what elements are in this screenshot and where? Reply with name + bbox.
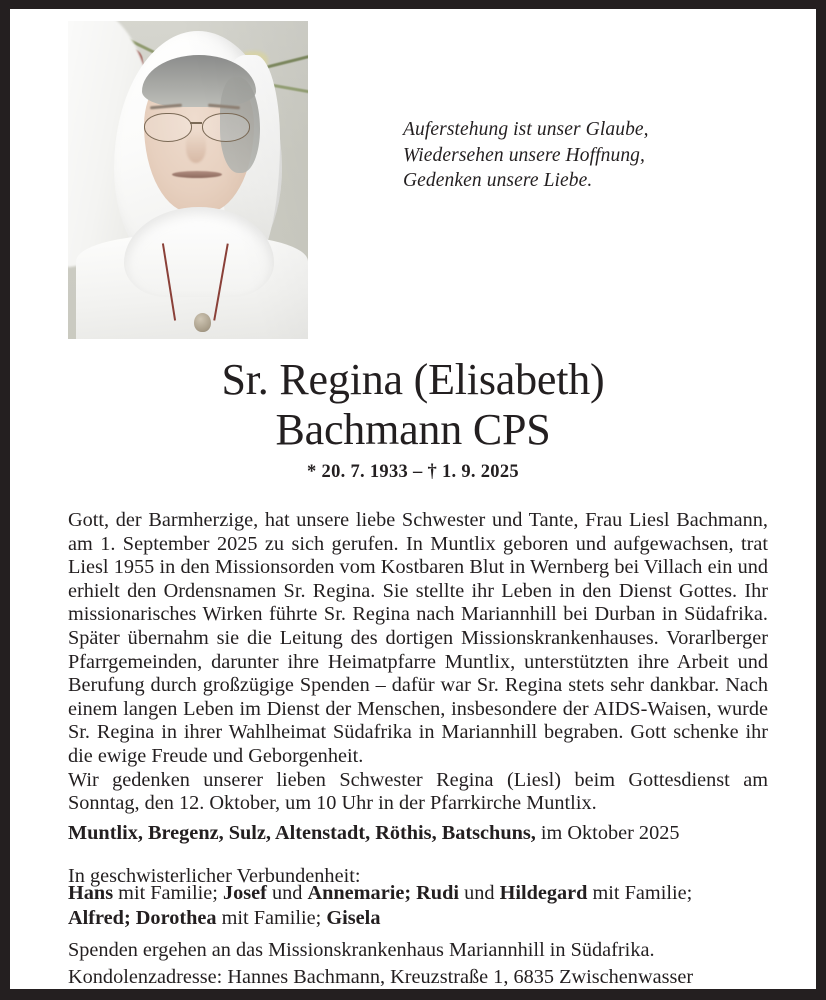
condolence-address-line: Kondolenzadresse: Hannes Bachmann, Kreuzstraße 1, 6835 Zwischenwasser xyxy=(68,965,694,988)
donations-line: Spenden ergehen an das Missionskrankenhaus Mariannhill in Südafrika. xyxy=(68,939,655,961)
portrait-photo xyxy=(68,21,308,339)
obituary-paragraph-2: Wir gedenken unserer lieben Schwester Regina (Liesl) beim Gottesdienst am Sonntag, den 12. Oktober, um 10 Uhr in der Pfarrkirche Muntlix. xyxy=(68,768,768,815)
notice-footer xyxy=(68,937,780,989)
obituary-body xyxy=(68,509,768,816)
deceased-name-block xyxy=(20,355,806,483)
family-names xyxy=(68,881,780,930)
obituary-paragraph-1: Gott, der Barmherzige, hat unsere liebe Schwester und Tante, Frau Liesl Bachmann, am 1. September 2025 zu sich gerufen. In Muntlix geboren und aufgewachsen, trat Liesl 1955 in den Missionsorden vom Kostbaren Blut in Wernberg bei Villach ein und erhielt den Ordensnamen Sr. Regina. Sie stellte ihr Leben in den Dienst Gottes. Ihr missionarisches Wirken führte Sr. Regina nach Mariannhill bei Durban in Südafrika. Später übernahm sie die Leitung des dortigen Missionskrankenhauses. Vorarlberger Pfarrgemeinden, darunter ihre Heimatpfarre Muntlix, unterstützten ihre Arbeit und Berufung durch großzügige Spenden – dafür war Sr. Regina stets sehr dankbar. Nach einem langen Leben im Dienst der Menschen, insbesondere der AIDS-Waisen, wurde Sr. Regina in ihrer Wahlheimat Südafrika in Mariannhill begraben. Gott schenke ihr die ewige Freude und Geborgenheit. xyxy=(68,509,768,767)
nose xyxy=(186,133,206,163)
pendant-icon xyxy=(194,313,211,332)
mouth xyxy=(172,171,222,178)
places-line xyxy=(68,821,778,845)
places-date: im Oktober 2025 xyxy=(535,822,680,844)
family-names-line-2: Alfred; Dorothea mit Familie; Gisela xyxy=(68,906,381,929)
life-dates: * 20. 7. 1933 – † 1. 9. 2025 xyxy=(307,462,519,482)
places-list: Muntlix, Bregenz, Sulz, Altenstadt, Röthis, Batschuns, xyxy=(68,822,536,844)
lens-right xyxy=(202,113,250,142)
deceased-name-line-2: Bachmann CPS xyxy=(275,405,551,454)
deceased-name-line-1: Sr. Regina (Elisabeth) xyxy=(221,355,605,404)
lens-left xyxy=(144,113,192,142)
notice-card xyxy=(10,9,816,989)
epigraph-line-2: Wiedersehen unsere Hoffnung, xyxy=(403,144,645,166)
epigraph-line-1: Auferstehung ist unser Glaube, xyxy=(403,119,649,140)
kinship-intro: In geschwisterlicher Verbundenheit: xyxy=(68,865,361,887)
family-names-line-1: Hans mit Familie; Josef und Annemarie; Rudi und Hildegard mit Familie; xyxy=(68,882,693,904)
glasses-bridge xyxy=(190,122,202,124)
epigraph-line-3: Gedenken unsere Liebe. xyxy=(403,170,593,191)
epigraph xyxy=(403,117,743,194)
